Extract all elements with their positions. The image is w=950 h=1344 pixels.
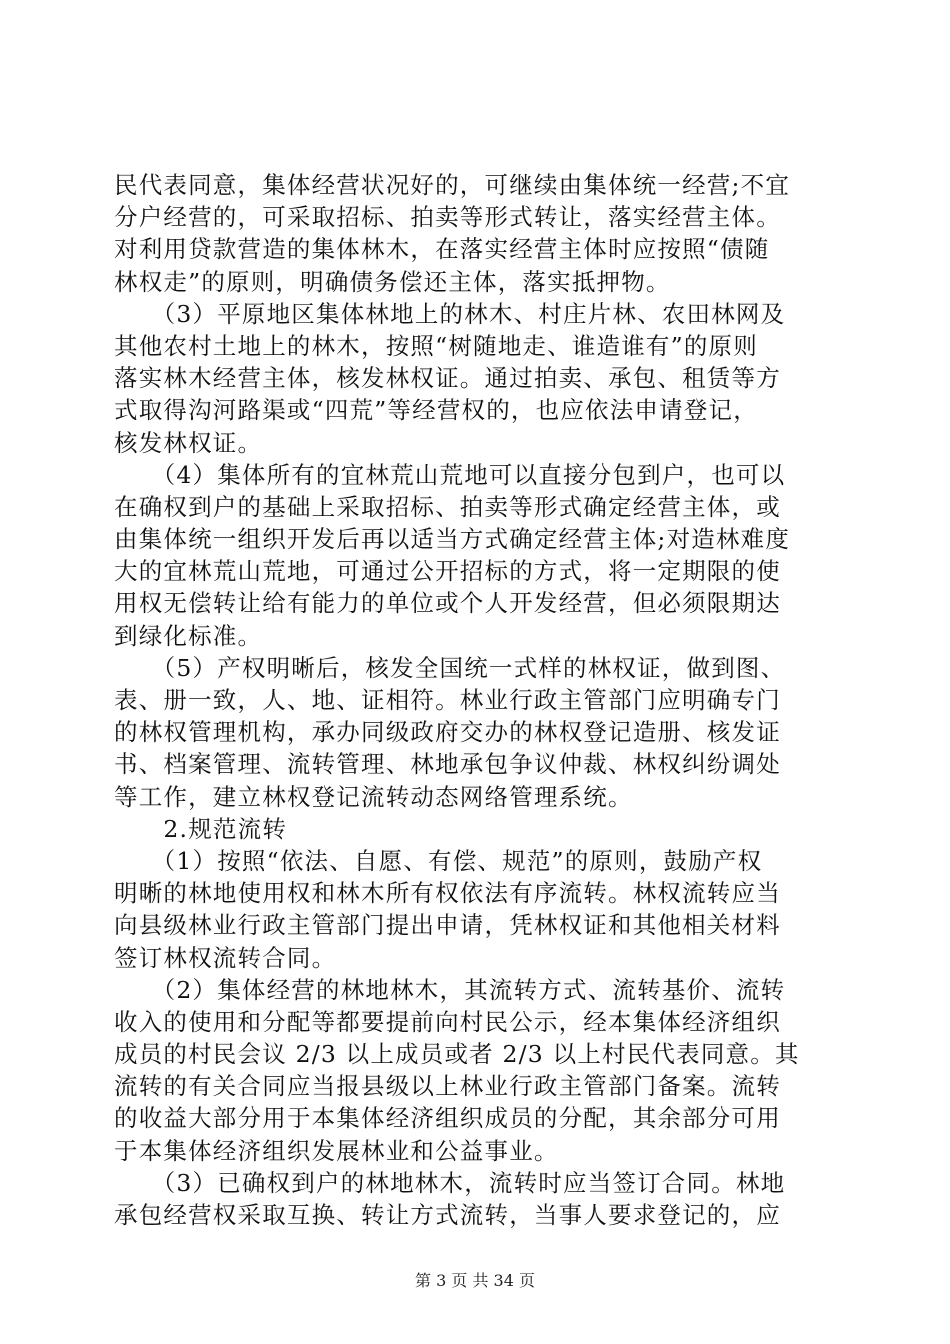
text-line: 其他农村土地上的林木，按照“树随地走、谁造谁有”的原则 (114, 331, 758, 360)
text-line: 书、档案管理、流转管理、林地承包争议仲裁、林权纠纷调处 (114, 750, 781, 779)
text-line: 等工作，建立林权登记流转动态网络管理系统。 (114, 782, 633, 811)
text-line: （3）平原地区集体林地上的林木、村庄片林、农田林网及 (114, 299, 786, 328)
text-line: 到绿化标准。 (114, 621, 263, 650)
document-body (114, 169, 838, 1231)
text-line: 在确权到户的基础上采取招标、拍卖等形式确定经营主体，或 (114, 492, 781, 521)
text-line: 流转的有关合同应当报县级以上林业行政主管部门备案。流转 (114, 1072, 781, 1101)
text-line: 式取得沟河路渠或“四荒”等经营权的，也应依法申请登记， (114, 396, 758, 425)
text-line: 承包经营权采取互换、转让方式流转，当事人要求登记的，应 (114, 1201, 781, 1229)
text-line: 对利用贷款营造的集体林木，在落实经营主体时应按照“债随 (114, 235, 770, 264)
text-line: （2）集体经营的林地林木，其流转方式、流转基价、流转 (114, 975, 786, 1004)
text-line: （3）已确权到户的林地林木，流转时应当签订合同。林地 (114, 1168, 786, 1197)
text-line: 分户经营的，可采取招标、拍卖等形式转让，落实经营主体。 (114, 203, 781, 232)
text-line: 收入的使用和分配等都要提前向村民公示，经本集体经济组织 (114, 1007, 781, 1036)
text-line: 的林权管理机构，承办同级政府交办的林权登记造册、核发证 (114, 718, 781, 747)
text-line: 大的宜林荒山荒地，可通过公开招标的方式，将一定期限的使 (114, 557, 781, 586)
text-line: 明晰的林地使用权和林木所有权依法有序流转。林权流转应当 (114, 879, 781, 908)
text-line: 的收益大部分用于本集体经济组织成员的分配，其余部分可用 (114, 1104, 781, 1133)
text-line: 成员的村民会议 2/3 以上成员或者 2/3 以上村民代表同意。其 (114, 1040, 800, 1069)
text-line: 向县级林业行政主管部门提出申请，凭林权证和其他相关材料 (114, 911, 781, 940)
text-line: 签订林权流转合同。 (114, 943, 337, 972)
text-line: 用权无偿转让给有能力的单位或个人开发经营，但必须限期达 (114, 589, 781, 618)
page-number-label: 第 3 页 共 34 页 (415, 1271, 535, 1290)
page-footer (0, 1268, 950, 1291)
text-line: （4）集体所有的宜林荒山荒地可以直接分包到户，也可以 (114, 460, 786, 489)
section-heading: 2.规范流转 (114, 814, 288, 843)
text-line: 核发林权证。 (114, 428, 263, 457)
text-line: 林权走”的原则，明确债务偿还主体，落实抵押物。 (114, 267, 671, 296)
text-line: （5）产权明晰后，核发全国统一式样的林权证，做到图、 (114, 653, 786, 682)
text-line: 于本集体经济组织发展林业和公益事业。 (114, 1136, 559, 1165)
text-line: 落实林木经营主体，核发林权证。通过拍卖、承包、租赁等方 (114, 364, 781, 393)
text-line: 民代表同意，集体经营状况好的，可继续由集体统一经营;不宜 (114, 171, 791, 199)
text-line: 表、册一致，人、地、证相符。林业行政主管部门应明确专门 (114, 686, 781, 714)
text-line: （1）按照“依法、自愿、有偿、规范”的原则，鼓励产权 (114, 846, 763, 875)
text-line: 由集体统一组织开发后再以适当方式确定经营主体;对造林难度 (114, 525, 791, 554)
